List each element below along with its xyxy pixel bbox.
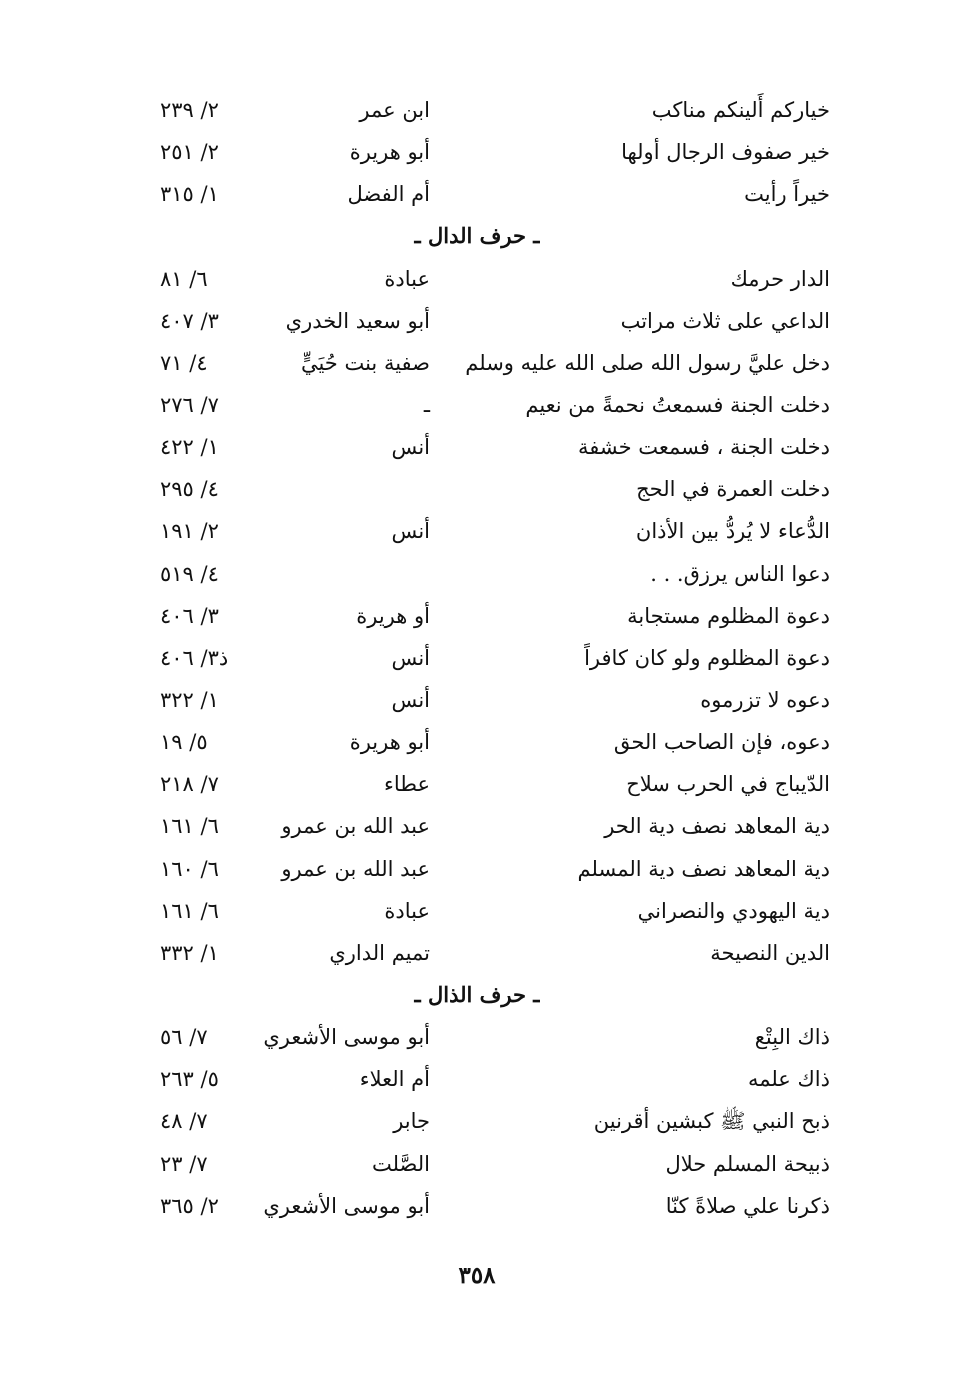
volume-page-reference: ٧/ ٢٣ bbox=[160, 1151, 208, 1176]
index-entry bbox=[0, 679, 954, 721]
volume-page-reference: ١/ ٣٣٢ bbox=[160, 940, 219, 965]
index-entry bbox=[0, 510, 954, 552]
volume-page-reference: ٤/ ٧١ bbox=[160, 350, 208, 375]
index-entry bbox=[0, 89, 954, 131]
hadith-text: دعوا الناس يرزق. . . bbox=[650, 561, 830, 586]
hadith-text: الدُّعاء لا يُردُّ بين الأذان bbox=[635, 519, 830, 544]
hadith-text: دعوه لا تزرموه bbox=[700, 687, 830, 712]
index-entry bbox=[0, 1016, 954, 1058]
volume-page-reference: ٥/ ٢٦٣ bbox=[160, 1067, 219, 1092]
hadith-text: دخلت الجنة فسمعتُ نحمةً من نعيم bbox=[525, 392, 830, 417]
narrator-name: صفية بنت حُيَيٍّ bbox=[300, 350, 430, 375]
index-entry bbox=[0, 805, 954, 847]
volume-page-reference: ٢/ ٢٣٩ bbox=[160, 98, 219, 122]
index-entry bbox=[0, 932, 954, 974]
hadith-index-list bbox=[0, 89, 954, 1227]
index-entry bbox=[0, 890, 954, 932]
volume-page-reference: ١/ ٣٢٢ bbox=[160, 687, 219, 712]
hadith-text: الدار حرمك bbox=[730, 266, 830, 291]
narrator-name: ـ bbox=[423, 392, 430, 417]
narrator-name: عطاء bbox=[383, 772, 430, 797]
index-entry bbox=[0, 131, 954, 173]
volume-page-reference: ٣/ ٤٠٦ bbox=[160, 603, 219, 628]
page-number: ٣٥٨ bbox=[458, 1262, 496, 1289]
index-entry bbox=[0, 426, 954, 468]
narrator-name: أبو موسى الأشعري bbox=[263, 1025, 430, 1050]
index-entry bbox=[0, 595, 954, 637]
hadith-text: خياركم أَلينكم مناكب bbox=[651, 98, 830, 122]
index-entry bbox=[0, 553, 954, 595]
volume-page-reference: ٧/ ٢١٨ bbox=[160, 772, 219, 797]
narrator-name: تميم الداري bbox=[329, 940, 430, 965]
section-heading bbox=[0, 974, 954, 1016]
volume-page-reference: ٦/ ١٦٠ bbox=[160, 856, 219, 881]
index-entry bbox=[0, 721, 954, 763]
index-entry bbox=[0, 342, 954, 384]
hadith-text: ذاك البِتْع bbox=[754, 1025, 830, 1050]
index-entry bbox=[0, 848, 954, 890]
volume-page-reference: ١/ ٤٢٢ bbox=[160, 435, 219, 460]
hadith-text: دعوه، فإن الصاحب الحق bbox=[613, 730, 830, 755]
narrator-name: أبو موسى الأشعري bbox=[263, 1193, 430, 1218]
volume-page-reference: ٢/ ٣٦٥ bbox=[160, 1193, 219, 1218]
narrator-name: عبادة bbox=[384, 266, 430, 291]
narrator-name: أم العلاء bbox=[359, 1067, 430, 1092]
volume-page-reference: ٢/ ٢٥١ bbox=[160, 140, 219, 165]
volume-page-reference: ٦/ ١٦١ bbox=[160, 814, 219, 839]
volume-page-reference: ٢/ ١٩١ bbox=[160, 519, 219, 544]
index-entry bbox=[0, 637, 954, 679]
hadith-text: خيراً رأيت bbox=[744, 182, 830, 207]
hadith-text: دخل عليَّ رسول الله صلى الله عليه وسلم bbox=[465, 350, 830, 375]
index-entry bbox=[0, 763, 954, 805]
narrator-name: أم الفضل bbox=[347, 182, 430, 207]
narrator-name: أنس bbox=[391, 519, 430, 544]
hadith-text: دخلت العمرة في الحج bbox=[636, 477, 830, 502]
narrator-name: ابن عمر bbox=[359, 98, 430, 122]
section-heading-text: ـ حرف الدال ـ bbox=[414, 223, 540, 249]
narrator-name: أنس bbox=[391, 435, 430, 460]
narrator-name: عبادة bbox=[384, 898, 430, 923]
section-heading-text: ـ حرف الذال ـ bbox=[414, 981, 540, 1007]
narrator-name: أو هريرة bbox=[356, 603, 430, 628]
hadith-text: دية اليهودي والنصراني bbox=[637, 898, 830, 923]
hadith-text: ذكرنا علي صلاةً كنّا bbox=[665, 1193, 830, 1218]
index-entry bbox=[0, 468, 954, 510]
index-entry bbox=[0, 1058, 954, 1100]
hadith-text: دعوة المظلوم مستجابة bbox=[627, 603, 830, 628]
hadith-text: دية المعاهد نصف دية المسلم bbox=[577, 856, 830, 881]
hadith-text: ذبيحة المسلم حلال bbox=[665, 1151, 830, 1176]
volume-page-reference: ذ٣/ ٤٠٦ bbox=[160, 645, 229, 670]
hadith-text: دية المعاهد نصف دية الحر bbox=[604, 814, 830, 839]
volume-page-reference: ٥/ ١٩ bbox=[160, 730, 208, 755]
index-entry bbox=[0, 300, 954, 342]
hadith-text: ذاك علمه bbox=[747, 1067, 830, 1092]
narrator-name: عبد الله بن عمرو bbox=[281, 814, 430, 839]
narrator-name: أنس bbox=[391, 645, 430, 670]
narrator-name: أبو هريرة bbox=[349, 730, 430, 755]
volume-page-reference: ٦/ ٨١ bbox=[160, 266, 208, 291]
hadith-text: دخلت الجنة ، فسمعت خشفة bbox=[577, 435, 830, 460]
volume-page-reference: ٤/ ٢٩٥ bbox=[160, 477, 219, 502]
narrator-name: جابر bbox=[393, 1109, 430, 1134]
narrator-name: أنس bbox=[391, 687, 430, 712]
index-entry bbox=[0, 258, 954, 300]
volume-page-reference: ٤/ ٥١٩ bbox=[160, 561, 219, 586]
hadith-text: الداعي على ثلاث مراتب bbox=[620, 308, 830, 333]
index-entry bbox=[0, 1185, 954, 1227]
index-entry bbox=[0, 173, 954, 215]
hadith-text: خير صفوف الرجال أولها bbox=[621, 140, 830, 165]
volume-page-reference: ٦/ ١٦١ bbox=[160, 898, 219, 923]
hadith-text: الدّيباج في الحرب سلاح bbox=[626, 772, 830, 797]
volume-page-reference: ١/ ٣١٥ bbox=[160, 182, 219, 207]
narrator-name: أبو هريرة bbox=[349, 140, 430, 165]
volume-page-reference: ٧/ ٢٧٦ bbox=[160, 392, 219, 417]
volume-page-reference: ٣/ ٤٠٧ bbox=[160, 308, 219, 333]
narrator-name: عبد الله بن عمرو bbox=[281, 856, 430, 881]
volume-page-reference: ٧/ ٥٦ bbox=[160, 1025, 208, 1050]
section-heading bbox=[0, 215, 954, 257]
narrator-name: أبو سعيد الخدري bbox=[285, 308, 430, 333]
index-entry bbox=[0, 1143, 954, 1185]
volume-page-reference: ٧/ ٤٨ bbox=[160, 1109, 208, 1134]
hadith-text: دعوة المظلوم ولو كان كافراً bbox=[584, 645, 830, 670]
hadith-text: ذبح النبي ﷺ كبشين أقرنين bbox=[593, 1109, 830, 1134]
hadith-text: الدين النصيحة bbox=[710, 940, 830, 965]
index-entry bbox=[0, 384, 954, 426]
narrator-name: الصَّلت bbox=[371, 1151, 430, 1176]
index-entry bbox=[0, 1100, 954, 1142]
